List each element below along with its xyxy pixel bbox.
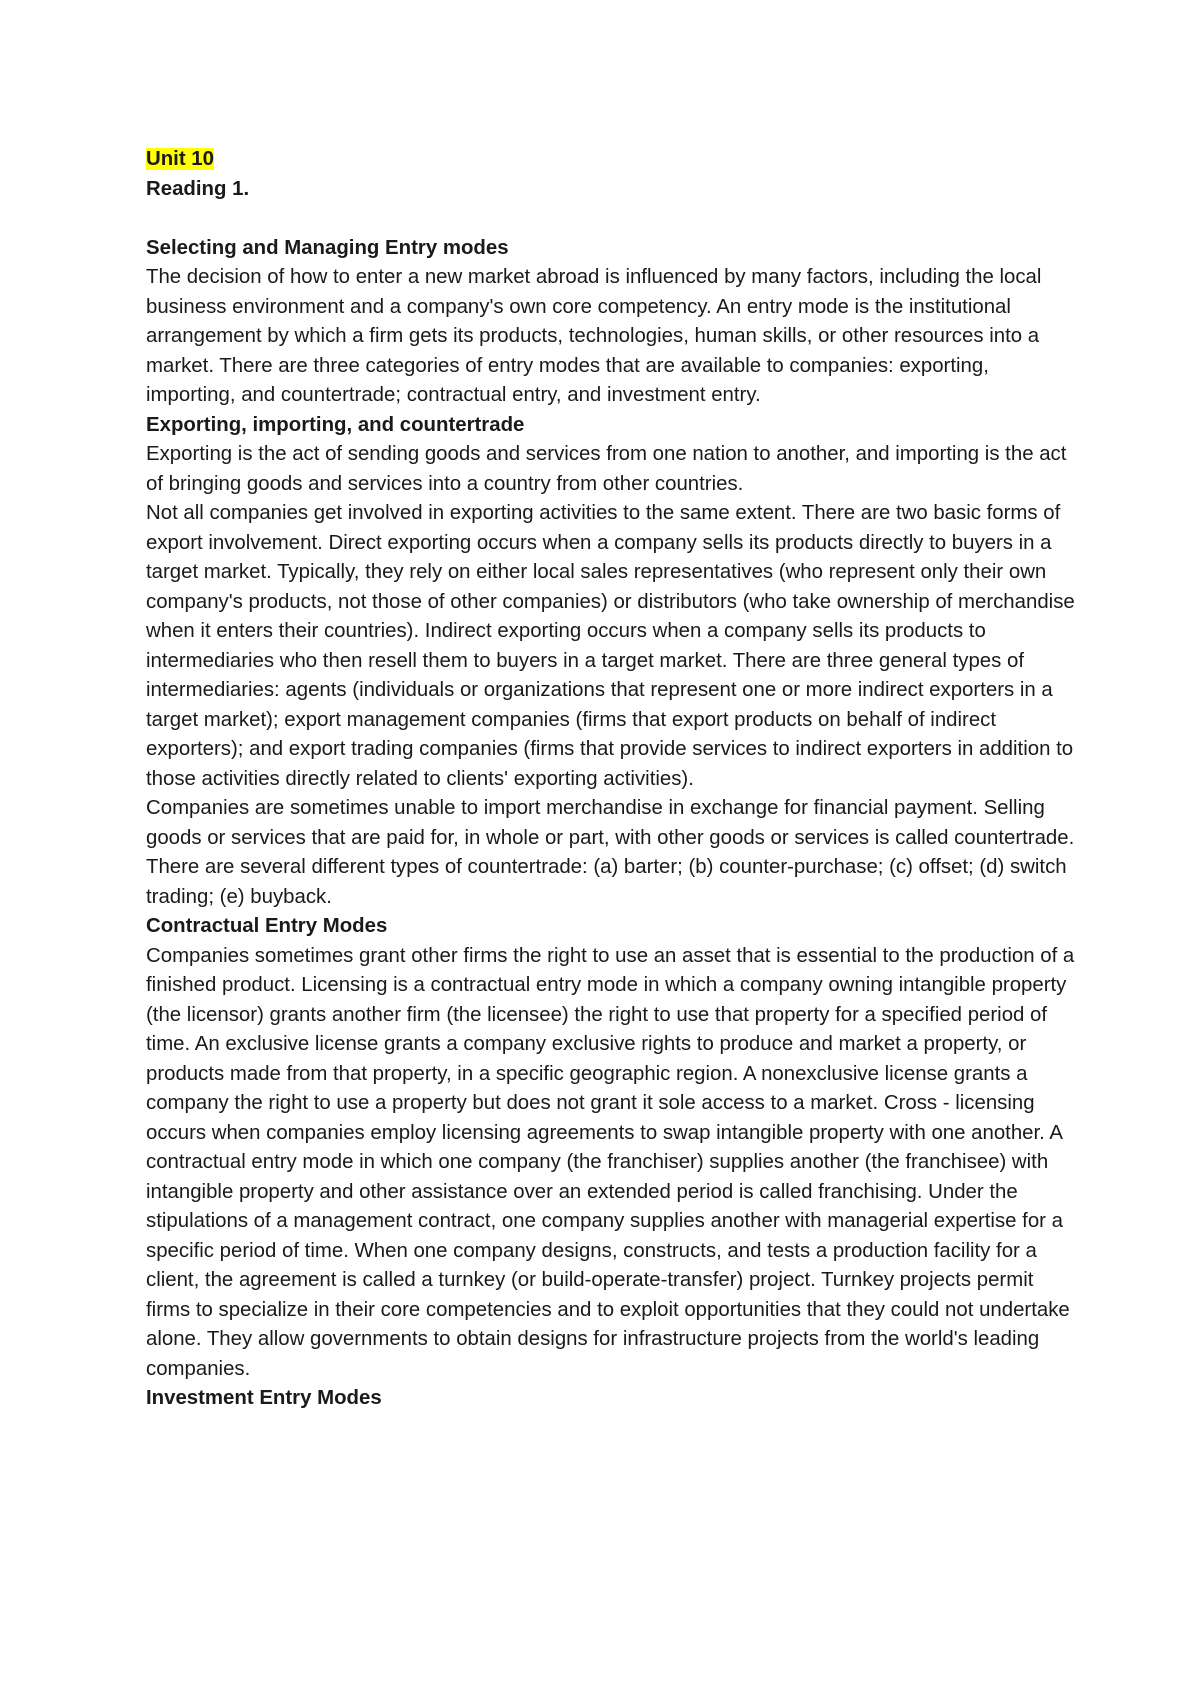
section-heading-contractual: Contractual Entry Modes — [146, 915, 388, 937]
paragraph: Not all companies get involved in exporting activities to the same extent. There are two basic forms of export involvement. Direct exporting occurs when a company sells its products directly to buyers in a target market. Typically, they rely on either local sales representatives (who represent only their own company's products, not those of other companies) or distributors (who take ownership of merchandise when it enters their countries). Indirect exporting occurs when a company sells its products to intermediaries who then resell them to buyers in a target market. There are three general types of intermediaries: agents (individuals or organizations that represent one or more indirect exporters in a target market); export management companies (firms that export products on behalf of indirect exporters); and export trading companies (firms that provide services to indirect exporters in addition to those activities directly related to clients' exporting activities). — [146, 502, 1075, 790]
section-heading-entry-modes: Selecting and Managing Entry modes — [146, 236, 509, 259]
reading-title: Reading 1. — [146, 177, 250, 200]
blank-line — [146, 204, 1076, 234]
paragraph: Exporting is the act of sending goods and services from one nation to another, and importing is the act of bringing goods and services into a country from other countries. — [146, 443, 1067, 495]
unit-title — [146, 145, 1076, 175]
section-heading-investment: Investment Entry Modes — [146, 1387, 382, 1409]
paragraph: Companies are sometimes unable to import merchandise in exchange for financial payment. Selling goods or services that are paid for, in whole or part, with other goods or services is called countertrade. There are several different types of countertrade: (a) barter; (b) counter-purchase; (c) offset; (d) switch trading; (e) buyback. — [146, 797, 1075, 908]
paragraph: Companies sometimes grant other firms the right to use an asset that is essential to the production of a finished product. Licensing is a contractual entry mode in which a company owning intangible property (the licensor) grants another firm (the licensee) the right to use that property for a specified period of time. An exclusive license grants a company exclusive rights to produce and market a property, or products made from that property, in a specific geographic region. A nonexclusive license grants a company the right to use a property but does not grant it sole access to a market. Cross - licensing occurs when companies employ licensing agreements to swap intangible property with one another. A contractual entry mode in which one company (the franchiser) supplies another (the franchisee) with intangible property and other assistance over an extended period is called franchising. Under the stipulations of a management contract, one company supplies another with managerial expertise for a specific period of time. When one company designs, constructs, and tests a production facility for a client, the agreement is called a turnkey (or build-operate-transfer) project. Turnkey projects permit firms to specialize in their core competencies and to exploit opportunities that they could not undertake alone. They allow governments to obtain designs for infrastructure projects from the world's leading companies. — [146, 944, 1075, 1380]
document-body — [146, 145, 1076, 1414]
section-heading-exporting: Exporting, importing, and countertrade — [146, 413, 525, 436]
unit-title-highlight: Unit 10 — [146, 148, 214, 170]
paragraph: The decision of how to enter a new market abroad is influenced by many factors, including the local business environment and a company's own core competency. An entry mode is the institutional arrangement by which a firm gets its products, technologies, human skills, or other resources into a market. There are three categories of entry modes that are available to companies: exporting, importing, and countertrade; contractual entry, and investment entry. — [146, 266, 1042, 406]
